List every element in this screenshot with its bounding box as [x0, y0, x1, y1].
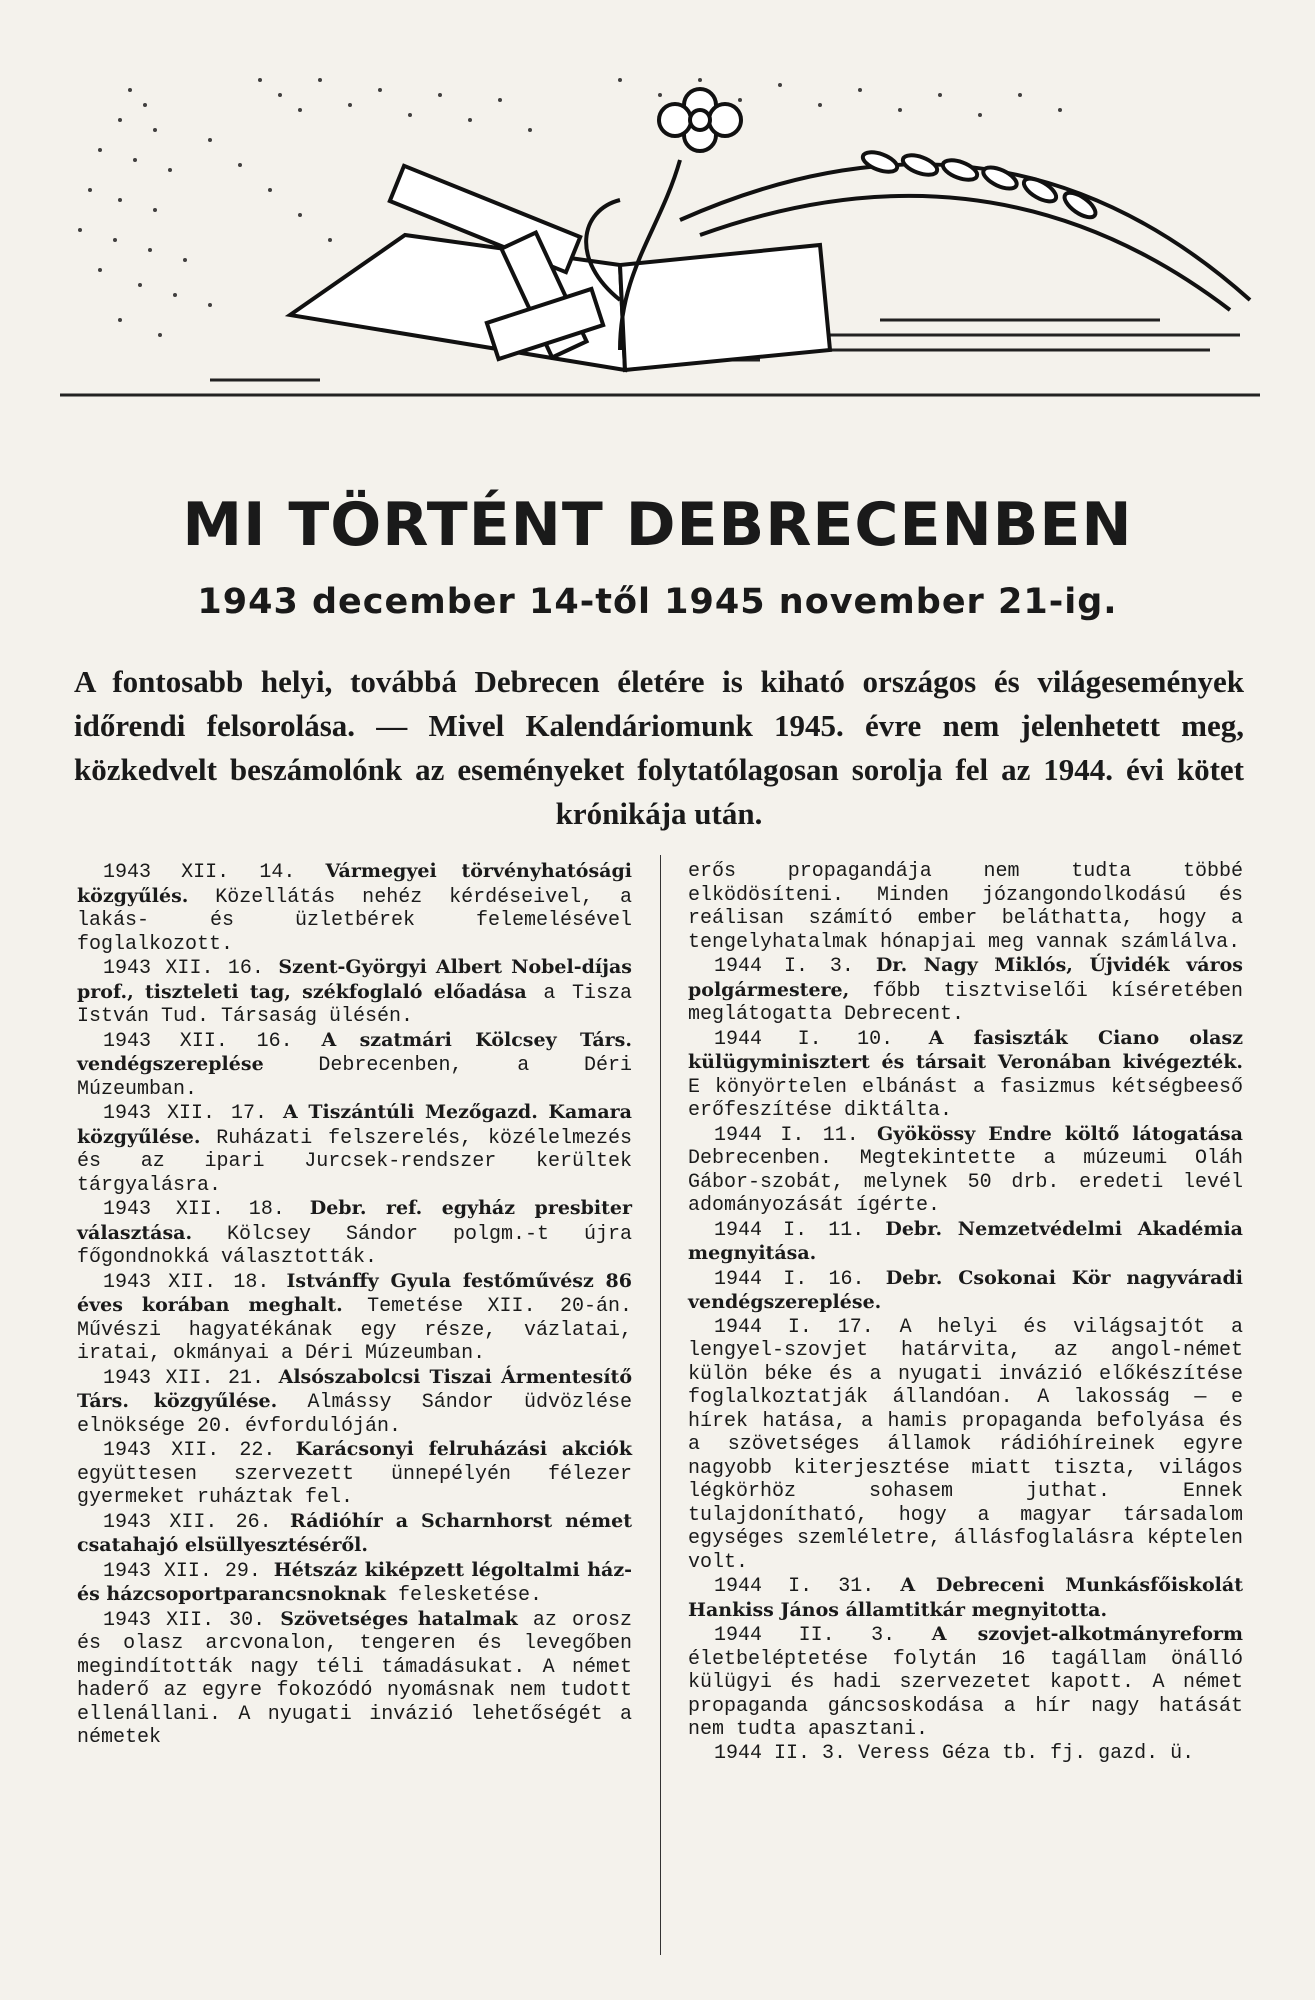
chronicle-entry	[77, 1366, 632, 1439]
entry-text: Temetése XII. 20-án. Művészi hagyatékának egy része, vázlatai, iratai, okmányai a Déri Múzeumban.	[77, 1295, 632, 1365]
chronicle-entry	[77, 1197, 632, 1270]
chronicle-entry	[77, 860, 632, 956]
chronicle-entry	[77, 1270, 632, 1366]
entry-highlight: Istvánffy Gyula festőművész 86 éves korában meghalt.	[77, 1269, 632, 1316]
entry-date: 1943 XII. 18.	[103, 1198, 285, 1221]
chronicle-entry	[688, 1027, 1243, 1123]
entry-text: felesketése.	[397, 1584, 542, 1607]
entry-date: 1943 XII. 29.	[103, 1559, 261, 1583]
entry-date: 1944 II. 3.	[714, 1741, 847, 1765]
entry-highlight: A szovjet-alkotmányreform	[931, 1623, 1243, 1645]
entry-highlight: Alsószabolcsi Tiszai Ármentesítő Társ. közgyűlése.	[77, 1365, 632, 1412]
column-divider	[660, 855, 661, 1955]
entry-highlight: Szövetséges hatalmak	[280, 1607, 518, 1630]
entry-text: E könyörtelen elbánást a fasizmus kétségbeeső erőfeszítése diktálta.	[688, 1075, 1243, 1122]
page-subtitle: 1943 december 14-től 1945 november 21-ig.	[197, 582, 1118, 622]
entry-text: főbb tisztviselői kíséretében meglátogatta Debrecent.	[688, 979, 1243, 1026]
entry-date: 1944 I. 31.	[714, 1575, 875, 1598]
entry-text: erős propagandája nem tudta többé elködösíteni. Minden józangondolkodású és reálisan számító ember beláthatta, hogy a tengelyhatalmak hónapjai meg vannak számlálva.	[688, 860, 1243, 954]
entry-text: a Tisza István Tud. Társaság ülésén.	[77, 981, 632, 1028]
chronicle-entry	[688, 1623, 1243, 1742]
entry-text: együttesen szervezett ünnepélyén félezer gyermeket ruháztak fel.	[77, 1462, 632, 1509]
entry-date: 1944 II. 3.	[714, 1624, 896, 1647]
chronicle-entry	[688, 1218, 1243, 1267]
chronicle-entry	[688, 1316, 1243, 1575]
chronicle-entry	[77, 1559, 632, 1608]
entry-date: 1944 I. 11.	[714, 1218, 865, 1242]
entry-highlight: A Tiszántúli Mezőgazd. Kamara közgyűlése.	[77, 1101, 632, 1148]
chronicle-entry	[688, 1267, 1243, 1316]
entry-date: 1944 I. 10.	[714, 1027, 894, 1051]
entry-date: 1944 I. 16.	[714, 1267, 865, 1291]
entry-highlight: A Debreceni Munkásfőiskolát Hankiss János államtitkár megnyitotta.	[688, 1574, 1243, 1621]
entry-date: 1943 XII. 30.	[103, 1608, 266, 1632]
entry-date: 1943 XII. 14.	[103, 861, 296, 884]
entry-text: Debrecenben. Megtekintette a múzeumi Oláh Gábor-szobát, melynek 50 drb. eredeti levél adományozását ígérte.	[688, 1147, 1243, 1217]
chronicle-entry	[688, 1574, 1243, 1623]
entry-text: A helyi és világsajtót a lengyel-szovjet határvita, az angol-német külön béke és a nyugati invázió előkészítése foglalkoztatják állandóan. A lakosság — e hírek hatása, a hamis propaganda befolyása és a szövetséges államok rádióhíreinek egyre nagyobb kiterjesztése miatt tiszta, világos légkörhöz sohasem juthat. Ennek tulajdonítható, hogy a magyar társadalom egységes szemléletre, állásfoglalásra képtelen volt.	[688, 1315, 1243, 1574]
entry-highlight: Hétszáz kiképzett légoltalmi ház- és házcsoportparancsnoknak	[77, 1558, 632, 1605]
entry-highlight: Debr. Nemzetvédelmi Akadémia megnyitása.	[688, 1217, 1243, 1264]
entry-text: Ruházati felszerelés, közélelmezés és az ipari Jurcsek-rendszer kerültek tárgyalásra.	[77, 1126, 632, 1197]
chronicle-entry	[77, 1438, 632, 1510]
entry-date: 1943 XII. 21.	[103, 1366, 265, 1390]
chronicle-entry	[77, 1101, 632, 1197]
entry-date: 1943 XII. 22.	[103, 1439, 276, 1462]
chronicle-entry	[77, 1510, 632, 1559]
chronicle-entry	[77, 1029, 632, 1102]
entry-date: 1944 I. 17.	[714, 1315, 874, 1339]
entry-text: az orosz és olasz arcvonalon, tengeren és levegőben megindították nagy téli támadásukat. A német haderő az egyre fokozódó nyomásnak nem tudott ellenállani. A nyugati invázió lehetőségét a németek	[77, 1608, 632, 1749]
entry-highlight: Debr. Csokonai Kör nagyváradi vendégszereplése.	[688, 1266, 1243, 1313]
entry-date: 1944 I. 3.	[714, 955, 854, 978]
chronicle-entry	[688, 1123, 1243, 1218]
right-column	[688, 860, 1243, 1765]
chronicle-entry	[77, 956, 632, 1029]
entry-highlight: Gyökössy Endre költő látogatása	[877, 1122, 1243, 1145]
header-illustration	[60, 50, 1260, 420]
entry-text: életbeléptetése folytán 16 tagállam önálló külügyi és hadi szervezetet kapott. A német propaganda gáncsoskodása a hír nagy hatását nem tudta apasztani.	[688, 1647, 1243, 1741]
entry-highlight: A szatmári Kölcsey Társ. vendégszereplése	[77, 1028, 632, 1075]
left-column	[77, 860, 632, 1750]
entry-date: 1943 XII. 17.	[103, 1102, 268, 1125]
chronicle-entry	[688, 860, 1243, 954]
entry-date: 1943 XII. 16.	[103, 1029, 293, 1053]
entry-date: 1944 I. 11.	[714, 1123, 859, 1147]
entry-highlight: Dr. Nagy Miklós, Újvidék város polgármestere,	[688, 954, 1243, 1001]
entry-highlight: Vármegyei törvényhatósági közgyűlés.	[77, 860, 632, 907]
entry-text: Veress Géza tb. fj. gazd. ü.	[858, 1741, 1195, 1765]
entry-highlight: Rádióhír a Scharnhorst német csatahajó elsüllyesztéséről.	[77, 1509, 632, 1556]
entry-highlight: A fasiszták Ciano olasz külügyminisztert és társait Veronában kivégezték.	[688, 1026, 1243, 1073]
entry-text: Közellátás nehéz kérdéseivel, a lakás- és üzletbérek felemelésével foglalkozott.	[77, 885, 632, 956]
entry-date: 1943 XII. 18.	[103, 1270, 270, 1294]
entry-date: 1943 XII. 26.	[103, 1510, 272, 1534]
page-title: MI TÖRTÉNT DEBRECENBEN	[182, 490, 1133, 560]
entry-date: 1943 XII. 16.	[103, 957, 264, 980]
entry-text: Almássy Sándor üdvözlése elnöksége 20. évfordulóján.	[77, 1391, 632, 1438]
entry-text: Debrecenben, a Déri Múzeumban.	[77, 1054, 632, 1101]
chronicle-entry	[77, 1608, 632, 1750]
entry-highlight: Szent-Györgyi Albert Nobel-díjas prof., tiszteleti tag, székfoglaló előadása	[77, 956, 632, 1003]
chronicle-entry	[688, 1742, 1243, 1766]
entry-highlight: Karácsonyi felruházási akciók	[295, 1438, 632, 1460]
entry-highlight: Debr. ref. egyház presbiter választása.	[77, 1197, 632, 1244]
chronicle-entry	[688, 954, 1243, 1027]
intro-paragraph: A fontosabb helyi, továbbá Debrecen életére is kiható országos és világesemények időrendi felsorolása. — Mivel Kalendáriomunk 1945. évre nem jelenhetett meg, közkedvelt beszámolónk az eseményeket folytatólagosan sorolja fel az 1944. évi kötet krónikája után.	[74, 664, 1244, 831]
entry-text: Kölcsey Sándor polgm.-t újra főgondnokká választották.	[77, 1222, 632, 1269]
